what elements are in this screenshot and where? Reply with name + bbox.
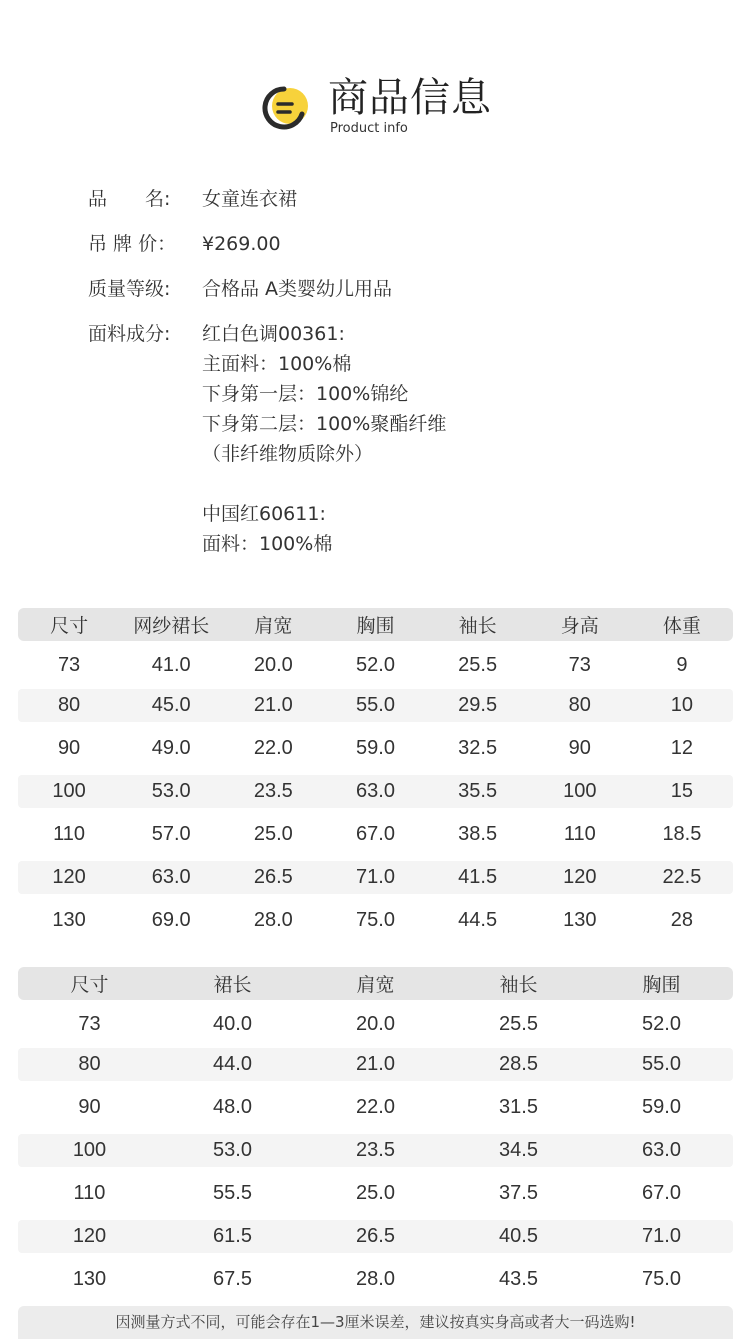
- composition-line: [202, 469, 446, 499]
- table-cell: 45.0: [151, 694, 191, 716]
- info-row-price: [88, 229, 708, 259]
- info-row-composition: [88, 319, 708, 559]
- table-cell: 63.0: [356, 780, 395, 802]
- table-header-cell: 胸围: [356, 615, 395, 637]
- table-cell: 21.0: [356, 1053, 395, 1075]
- table-header-cell: 袖长: [458, 615, 497, 637]
- table-cell: 25.0: [253, 823, 293, 845]
- table-cell: 20.0: [356, 1012, 395, 1035]
- size-table: [18, 967, 733, 1296]
- table-cell: 34.5: [499, 1139, 538, 1161]
- composition-line: 红白色调00361:: [202, 323, 345, 345]
- table-cell: 52.0: [356, 653, 395, 676]
- table-cell: 59.0: [356, 737, 395, 759]
- table-cell: 21.0: [253, 694, 293, 716]
- table-cell: 110: [563, 823, 596, 845]
- table-header-cell: 裙长: [213, 974, 252, 996]
- table-cell: 100: [52, 780, 86, 802]
- table-cell: 90: [78, 1096, 101, 1118]
- table-cell: 10: [670, 694, 694, 716]
- table-row: [18, 1177, 733, 1210]
- table-cell: 28: [670, 909, 694, 931]
- table-cell: 120: [563, 866, 597, 888]
- table-cell: 69.0: [151, 909, 191, 931]
- table-cell: 37.5: [499, 1182, 538, 1204]
- table-row: [18, 1048, 733, 1081]
- table-cell: 52.0: [642, 1012, 681, 1035]
- table-cell: 61.5: [213, 1225, 252, 1247]
- table-cell: 40.5: [499, 1225, 538, 1247]
- table-cell: 73: [568, 653, 591, 676]
- info-row-grade: [88, 274, 708, 304]
- size-table-with-height: [18, 608, 733, 937]
- table-cell: 44.0: [213, 1053, 252, 1075]
- table-cell: 44.5: [458, 909, 498, 931]
- table-row: [18, 649, 733, 681]
- table-cell: 12: [670, 737, 694, 759]
- table-row: [18, 818, 733, 851]
- table-cell: 25.5: [499, 1012, 538, 1035]
- table-cell: 26.5: [253, 866, 293, 888]
- table-cell: 29.5: [458, 694, 498, 716]
- table-cell: 49.0: [151, 737, 191, 759]
- page-header: [262, 72, 522, 142]
- table-header-cell: 网纱裙长: [133, 615, 210, 637]
- table-cell: 28.5: [499, 1053, 538, 1075]
- table-row: [18, 1220, 733, 1253]
- info-label: 吊 牌 价：: [88, 233, 177, 255]
- table-cell: 110: [53, 823, 86, 845]
- page-title: 商品信息: [328, 75, 492, 121]
- composition-line: （非纤维物质除外）: [202, 443, 374, 465]
- table-cell: 67.5: [213, 1268, 252, 1290]
- table-cell: 15: [670, 780, 694, 802]
- table-cell: 22.5: [662, 866, 702, 888]
- table-cell: 28.0: [356, 1268, 395, 1290]
- table-row: [18, 861, 733, 894]
- composition-line: 下身第一层：100%锦纶: [202, 383, 409, 405]
- info-value: 女童连衣裙: [202, 188, 298, 210]
- table-cell: 23.5: [356, 1139, 395, 1161]
- measurement-note: 因测量方式不同，可能会存在1—3厘米误差，建议按真实身高或者大一码选购!: [18, 1306, 733, 1339]
- table-header-cell: 身高: [560, 615, 599, 637]
- table-cell: 120: [52, 866, 86, 888]
- table-cell: 73: [57, 653, 81, 676]
- table-cell: 22.0: [253, 737, 293, 759]
- table-cell: 130: [563, 909, 597, 931]
- table-cell: 31.5: [499, 1096, 538, 1118]
- info-value: ¥269.00: [202, 233, 281, 255]
- table-cell: 90: [568, 737, 591, 759]
- table-cell: 90: [57, 737, 81, 759]
- table-cell: 100: [72, 1139, 107, 1161]
- table-cell: 41.0: [151, 653, 191, 676]
- table-cell: 80: [568, 694, 591, 716]
- table-cell: 120: [72, 1225, 107, 1247]
- table-cell: 75.0: [356, 909, 395, 931]
- table-header-cell: 袖长: [499, 974, 538, 996]
- table-row: [18, 1008, 733, 1040]
- page-subtitle: Product info: [330, 121, 408, 136]
- table-cell: 53.0: [213, 1139, 252, 1161]
- table-header-row: [18, 967, 733, 1000]
- composition-lines: [202, 319, 446, 559]
- composition-line: 中国红60611:: [202, 503, 326, 525]
- table-cell: 20.0: [253, 653, 293, 676]
- table-cell: 53.0: [151, 780, 191, 802]
- table-row: [18, 732, 733, 765]
- table-header-cell: 尺寸: [70, 974, 109, 996]
- info-label: 面料成分:: [88, 323, 171, 345]
- table-cell: 32.5: [458, 737, 498, 759]
- table-row: [18, 775, 733, 808]
- table-cell: 63.0: [642, 1139, 681, 1161]
- table-cell: 48.0: [213, 1096, 252, 1118]
- table-cell: 18.5: [662, 823, 702, 845]
- table-cell: 130: [72, 1268, 107, 1290]
- table-cell: 35.5: [458, 780, 498, 802]
- table-cell: 41.5: [458, 866, 498, 888]
- table-cell: 80: [78, 1053, 101, 1075]
- table-header-cell: 体重: [662, 615, 701, 637]
- table-header-cell: 肩宽: [254, 615, 293, 637]
- info-row-name: [88, 184, 708, 214]
- table-cell: 57.0: [151, 823, 191, 845]
- table-cell: 25.5: [458, 653, 498, 676]
- table-cell: 40.0: [213, 1012, 252, 1035]
- table-cell: 43.5: [499, 1268, 538, 1290]
- info-label: 品 名:: [88, 188, 171, 210]
- table-cell: 100: [563, 780, 597, 802]
- table-cell: 38.5: [458, 823, 498, 845]
- composition-line: 下身第二层：100%聚酯纤维: [202, 413, 447, 435]
- table-cell: 63.0: [151, 866, 191, 888]
- table-cell: 67.0: [642, 1182, 681, 1204]
- table-row: [18, 689, 733, 722]
- table-row: [18, 904, 733, 937]
- table-cell: 55.5: [213, 1182, 252, 1204]
- table-cell: 75.0: [642, 1268, 681, 1290]
- table-cell: 71.0: [642, 1225, 681, 1247]
- table-cell: 9: [676, 653, 688, 676]
- table-cell: 73: [78, 1012, 101, 1035]
- composition-line: 主面料：100%棉: [202, 353, 352, 375]
- table-cell: 80: [57, 694, 81, 716]
- table-cell: 130: [52, 909, 86, 931]
- table-cell: 55.0: [642, 1053, 681, 1075]
- table-header-cell: 尺寸: [50, 615, 89, 637]
- table-cell: 26.5: [356, 1225, 395, 1247]
- table-cell: 67.0: [356, 823, 395, 845]
- table-cell: 110: [73, 1182, 106, 1204]
- product-info-logo-icon: [262, 84, 312, 134]
- table-header-cell: 胸围: [642, 974, 681, 996]
- table-header-cell: 肩宽: [356, 974, 395, 996]
- table-cell: 71.0: [356, 866, 395, 888]
- table-cell: 23.5: [253, 780, 293, 802]
- table-header-row: [18, 608, 733, 641]
- table-cell: 22.0: [356, 1096, 395, 1118]
- table-cell: 28.0: [253, 909, 293, 931]
- table-row: [18, 1263, 733, 1296]
- product-info-list: [88, 184, 708, 574]
- table-row: [18, 1091, 733, 1124]
- table-cell: 25.0: [356, 1182, 395, 1204]
- info-label: 质量等级:: [88, 278, 171, 300]
- composition-line: 面料：100%棉: [202, 533, 333, 555]
- table-cell: 59.0: [642, 1096, 681, 1118]
- table-row: [18, 1134, 733, 1167]
- table-cell: 55.0: [356, 694, 395, 716]
- info-value: 合格品 A类婴幼儿用品: [202, 278, 393, 300]
